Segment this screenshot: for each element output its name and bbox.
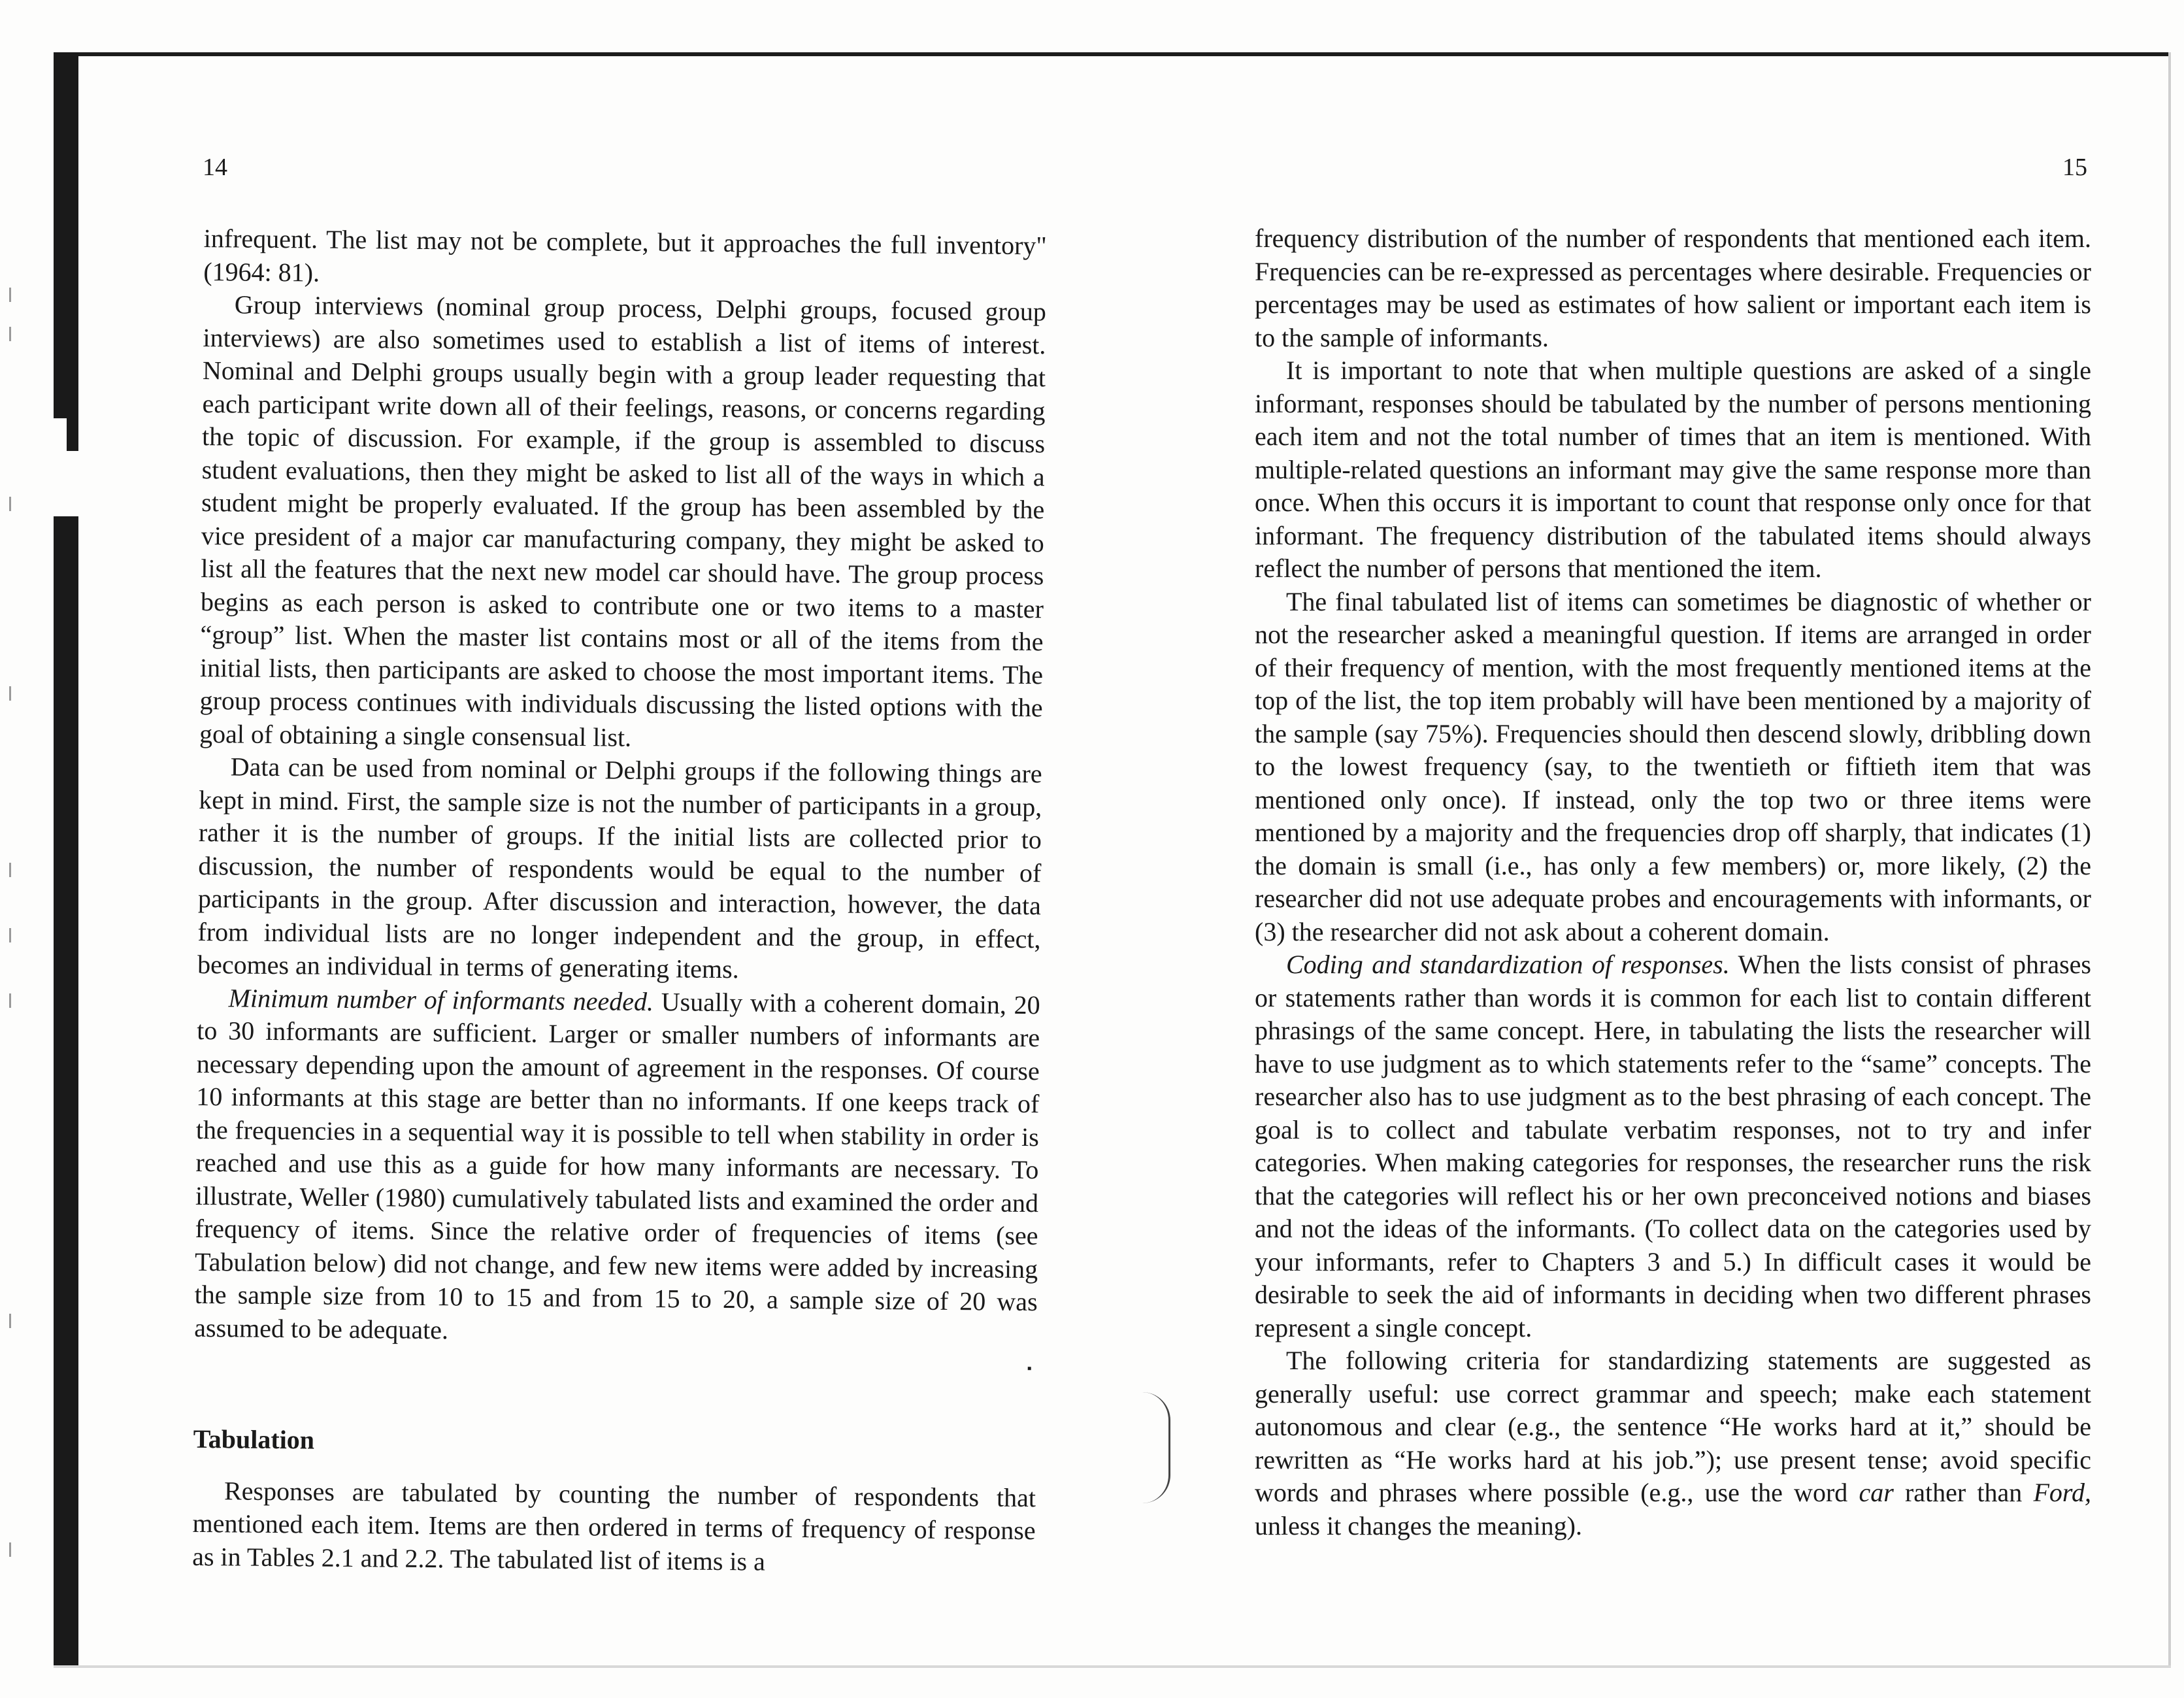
paragraph — [1255, 1344, 2091, 1542]
section-heading: Tabulation — [193, 1423, 315, 1455]
paragraph: The final tabulated list of items can sometimes be diagnostic of whether or not the researcher asked a meaningful question. If items are arranged in order of their frequency of mention, with the most frequently mentioned items at the top of the list, the top item probably will have been mentioned by a majority of the sample (say 75%). Frequencies should then descend slowly, dribbling down to the lowest frequency (say, to the twentieth or fiftieth item that was mentioned only once). If instead, only the top two or three items were mentioned by a majority and the frequencies drop off sharply, that indicates (1) the domain is small (i.e., has only a few members) or, more likely, (2) the researcher did not use adequate probes and encouragements with informants, or (3) the researcher did not ask about a coherent domain. — [1255, 586, 2091, 946]
paragraph: It is important to note that when multiple questions are asked of a single informant, responses should be tabulated by the number of persons mentioning each item and not the total number of times that an item is mentioned. With multiple-related questions an informant may give the same response more than once. When this occurs it is important to count that response only once for that informant. The frequency distribution of the tabulated items should always reflect the number of persons that mentioned the item. — [1255, 356, 2091, 583]
italic-run-in-heading: Coding and standardization of responses. — [1286, 950, 1730, 979]
paragraph-text: Usually with a coherent domain, 20 to 30 informants are sufficient. Larger or smaller numbers of informants are necessary depending upon the amount of agreement in the responses. Of course 10 informants at this stage are better than no informants. If one keeps track of the frequencies in a sequential way it is possible to tell when stability in order is reached and use this as a guide for how many informants are necessary. To illustrate, Weller (1980) cumulatively tabulated lists and examined the order and frequency of items. Since the relative order of frequencies of items (see Tabulation below) did not change, and few new items were added by increasing the sample size from 10 to 15 and from 15 to 20, a sample size of 20 was assumed to be adequate. — [194, 986, 1040, 1344]
paragraph: frequency distribution of the number of respondents that mentioned each item. Frequencies can be re-expressed as percentages where desirable. Frequencies or percentages may be used as estimates of how salient or important each item is to the sample of informants. — [1255, 224, 2091, 352]
italic-word: Ford, — [2033, 1478, 2091, 1507]
scan-top-edge — [54, 52, 2171, 56]
paragraph: infrequent. The list may not be complete, but it approaches the full inventory" (1964: 81). — [203, 223, 1047, 288]
page-number-left: 14 — [203, 154, 227, 181]
gutter-curve — [1142, 1392, 1170, 1503]
paragraph-text: When the lists consist of phrases or statements rather than words it is common for each list to contain different phrasings of the same concept. Here, in tabulating the lists the researcher will have to use judgment as to which statements refer to the “same” concepts. The researcher also has to use judgment as to the best phrasing of each concept. The goal is to collect and tabulate verbatim responses, not to try and infer categories. When making categories for responses, the researcher runs the risk that the categories will reflect his or her own preconceived notions and biases and not the ideas of the informants. (To collect data on the categories used by your informants, refer to Chapters 3 and 5.) In difficult cases it would be desirable to seek the aid of informants in deciding when two different phrases represent a single concept. — [1255, 950, 2091, 1342]
paragraph-text: The following criteria for standardizing statements are suggested as generally useful: use correct grammar and speech; make each statement autonomous and clear (e.g., the sentence “He works hard at it,” should be rewritten as “He works hard at his job.”); use present tense; avoid specific words and phrases where possible (e.g., use the word — [1255, 1346, 2091, 1507]
paragraph-text: rather than — [1893, 1478, 2034, 1507]
paragraph — [1255, 948, 2091, 1344]
italic-run-in-heading: Minimum number of informants needed. — [228, 982, 654, 1016]
page-number-right: 15 — [2062, 154, 2087, 181]
paragraph: Responses are tabulated by counting the number of respondents that mentioned each item. Items are then ordered in terms of frequency of response as in Tables 2.1 and 2.2. The tabulated list of items is a — [191, 1475, 1036, 1576]
scan-right-edge — [2168, 52, 2171, 1667]
scan-bottom-edge — [54, 1665, 2171, 1668]
scan-left-shadow — [54, 52, 78, 1667]
right-page-body — [1255, 222, 2091, 1542]
paragraph: Group interviews (nominal group process, Delphi groups, focused group interviews) are also sometimes used to establish a list of items of interest. Nominal and Delphi groups usually begin with a group leader requesting that each participant write down all of their feelings, reasons, or concerns regarding the topic of discussion. For example, if the group is assembled to discuss student evaluations, then they might be asked to list all of the ways in which a student might be properly evaluated. If the group has been assembled by the vice president of a major car manufacturing company, they might be asked to list all the features that the next new model car should have. The group process begins as each person is asked to contribute one or two items to a master “group” list. When the master list contains most or all of the items from the initial lists, then participants are asked to choose the most important items. The group process continues with individuals discussing the listed options with the goal of obtaining a single consensual list. — [199, 290, 1047, 752]
paragraph: Data can be used from nominal or Delphi groups if the following things are kept in mind. First, the sample size is not the number of participants in a group, rather it is the number of groups. If the initial lists are collected prior to discussion, the number of respondents would be equal to the number of participants in the group. After discussion and interaction, however, the data from individual lists are no longer independent and the group, in effect, becomes an individual in terms of generating items. — [197, 752, 1042, 984]
paragraph-text: unless it changes the meaning). — [1255, 1510, 1582, 1540]
stray-mark: ▪ — [1027, 1361, 1032, 1376]
scan-shadow-gap — [54, 418, 67, 471]
left-page-body — [192, 222, 1047, 1580]
italic-word: car — [1859, 1478, 1894, 1507]
paragraph — [194, 981, 1040, 1352]
